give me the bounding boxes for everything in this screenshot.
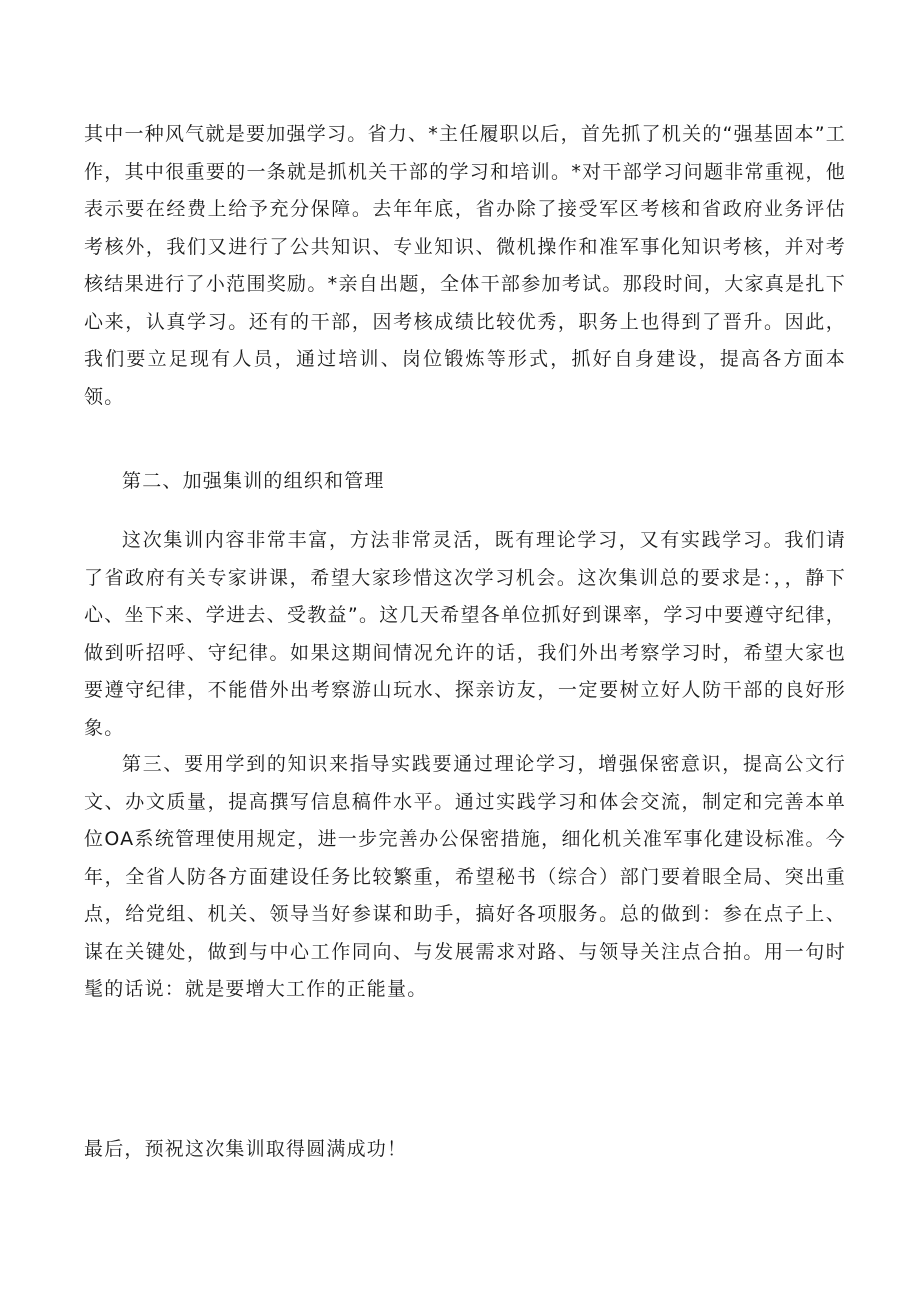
- paragraph-study-atmosphere: 其中一种风气就是要加强学习。省力、*主任履职以后，首先抓了机关的“强基固本”工作，其中很重要的一条就是抓机关干部的学习和培训。*对干部学习问题非常重视，他表示要在经费上给予充分保障。去年年底，省办除了接受军区考核和省政府业务评估考核外，我们又进行了公共知识、专业知识、微机操作和准军事化知识考核，并对考核结果进行了小范围奖励。*亲自出题，全体干部参加考试。那段时间，大家真是扎下心来，认真学习。还有的干部，因考核成绩比较优秀，职务上也得到了晋升。因此，我们要立足现有人员，通过培训、岗位锻炼等形式，抓好自身建设，提高各方面本领。: [84, 123, 846, 408]
- paragraph-closing: 最后，预祝这次集训取得圆满成功！: [84, 1138, 408, 1160]
- heading-second-point: 第二、加强集训的组织和管理: [122, 470, 385, 492]
- paragraph-third-point: 第三、要用学到的知识来指导实践要通过理论学习，增强保密意识，提高公文行文、办文质量，提高撰写信息稿件水平。通过实践学习和体会交流，制定和完善本单位OA系统管理使用规定，进一步完善办公保密措施，细化机关准军事化建设标准。今年，全省人防各方面建设任务比较繁重，希望秘书（综合）部门要着眼全局、突出重点，给党组、机关、领导当好参谋和助手，搞好各项服务。总的做到：参在点子上、谋在关键处，做到与中心工作同向、与发展需求对路、与领导关注点合拍。用一句时髦的话说：就是要增大工作的正能量。: [84, 753, 846, 1000]
- paragraph-training-content: 这次集训内容非常丰富，方法非常灵活，既有理论学习，又有实践学习。我们请了省政府有关专家讲课，希望大家珍惜这次学习机会。这次集训总的要求是：，，静下心、坐下来、学进去、受教益”。这几天希望各单位抓好到课率，学习中要遵守纪律，做到听招呼、守纪律。如果这期间情况允许的话，我们外出考察学习时，希望大家也要遵守纪律，不能借外出考察游山玩水、探亲访友，一定要树立好人防干部的良好形象。: [84, 529, 846, 739]
